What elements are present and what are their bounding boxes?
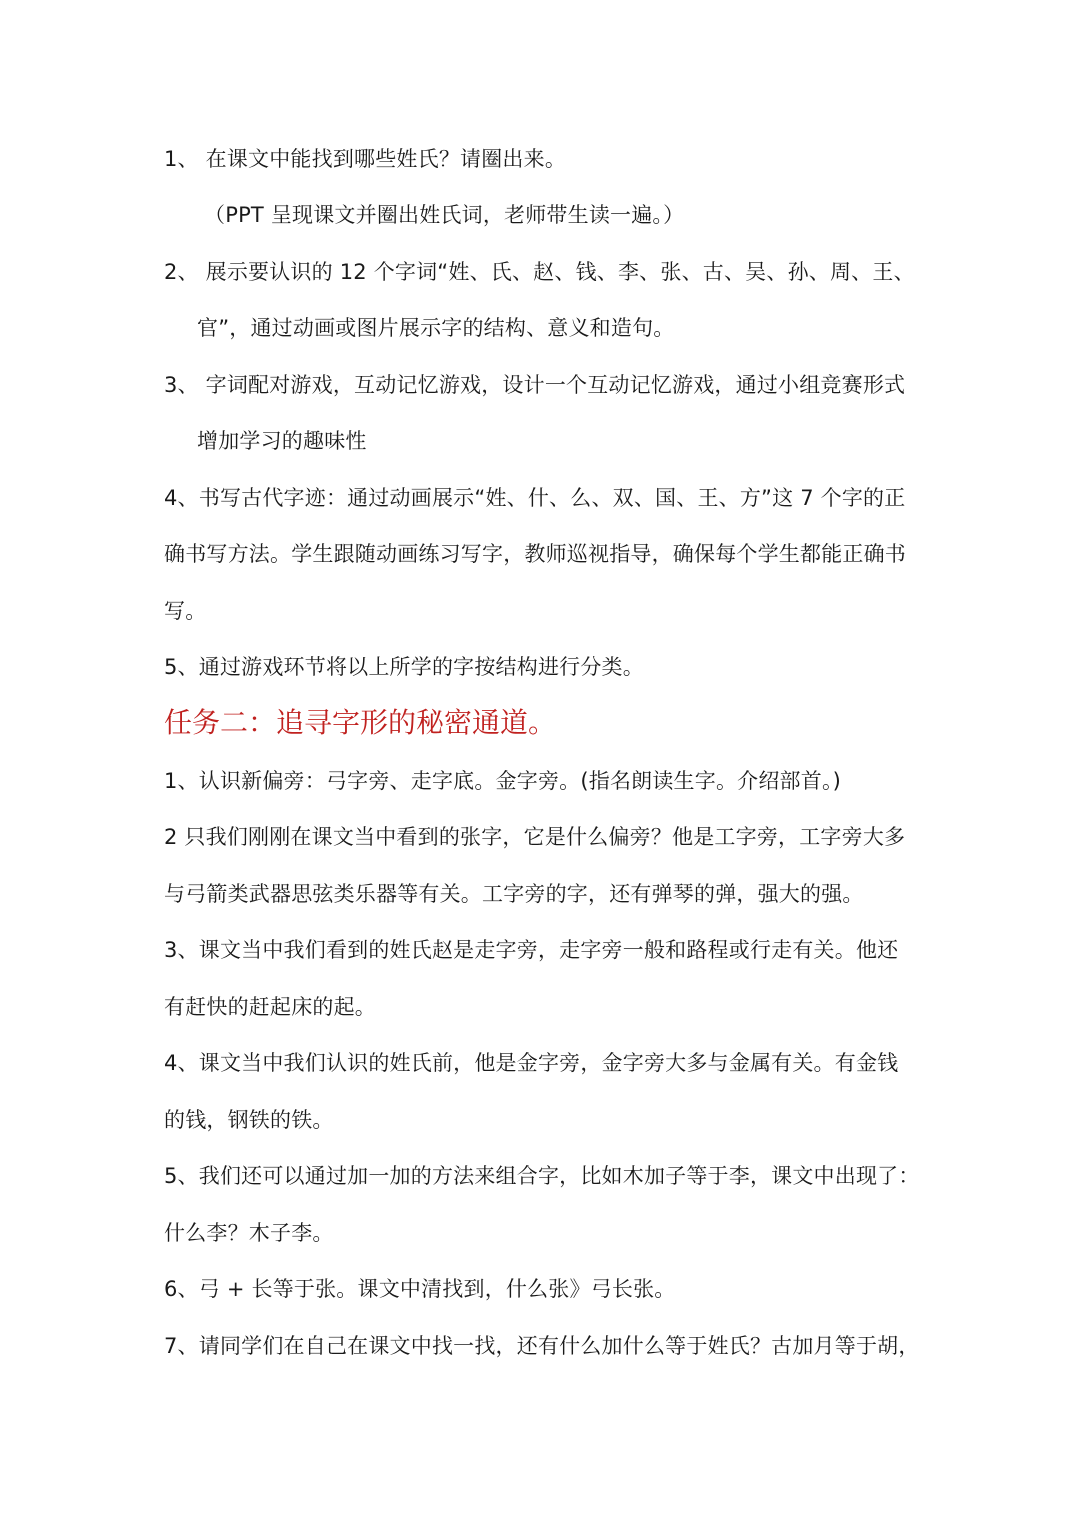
paragraph-line-11: 1、认识新偏旁：弓字旁、走字底。金字旁。(指名朗读生字。介绍部首。)	[164, 769, 842, 793]
paragraph-line-10: 5、通过游戏环节将以上所学的字按结构进行分类。	[164, 655, 644, 679]
paragraph-line-4: 官”，通过动画或图片展示字的结构、意义和造句。	[197, 316, 675, 340]
section-heading: 任务二：追寻字形的秘密通道。	[164, 706, 557, 739]
paragraph-line-21: 7、请同学们在自己在课文中找一找，还有什么加什么等于姓氏？古加月等于胡，	[164, 1334, 920, 1358]
paragraph-line-7: 4、书写古代字迹：通过动画展示“姓、什、么、双、国、王、方”这 7 个字的正	[164, 486, 906, 510]
paragraph-line-12: 2 只我们刚刚在课文当中看到的张字，它是什么偏旁？他是工字旁，工字旁大多	[164, 825, 906, 849]
paragraph-line-13: 与弓箭类武器思弦类乐器等有关。工字旁的字，还有弹琴的弹，强大的强。	[164, 882, 864, 906]
paragraph-line-17: 的钱，钢铁的铁。	[164, 1108, 334, 1132]
paragraph-line-19: 什么李？木子李。	[164, 1221, 334, 1245]
paragraph-line-3: 2、 展示要认识的 12 个字词“姓、氏、赵、钱、李、张、古、吴、孙、周、王、	[164, 260, 915, 284]
paragraph-line-20: 6、弓 + 长等于张。课文中清找到，什么张》弓长张。	[164, 1277, 676, 1301]
paragraph-line-16: 4、课文当中我们认识的姓氏前，他是金字旁，金字旁大多与金属有关。有金钱	[164, 1051, 899, 1075]
paragraph-line-1: 1、 在课文中能找到哪些姓氏？请圈出来。	[164, 147, 567, 171]
paragraph-line-5: 3、 字词配对游戏，互动记忆游戏，设计一个互动记忆游戏，通过小组竞赛形式	[164, 373, 906, 397]
paragraph-line-2: （PPT 呈现课文并圈出姓氏词，老师带生读一遍。）	[204, 203, 685, 227]
paragraph-line-6: 增加学习的趣味性	[197, 429, 367, 453]
paragraph-line-8: 确书写方法。学生跟随动画练习写字，教师巡视指导，确保每个学生都能正确书	[164, 542, 906, 566]
paragraph-line-15: 有赶快的赶起床的起。	[164, 995, 376, 1019]
paragraph-line-9: 写。	[164, 599, 207, 623]
paragraph-line-18: 5、我们还可以通过加一加的方法来组合字，比如木加子等于李，课文中出现了：	[164, 1164, 920, 1188]
paragraph-line-14: 3、课文当中我们看到的姓氏赵是走字旁，走字旁一般和路程或行走有关。他还	[164, 938, 899, 962]
